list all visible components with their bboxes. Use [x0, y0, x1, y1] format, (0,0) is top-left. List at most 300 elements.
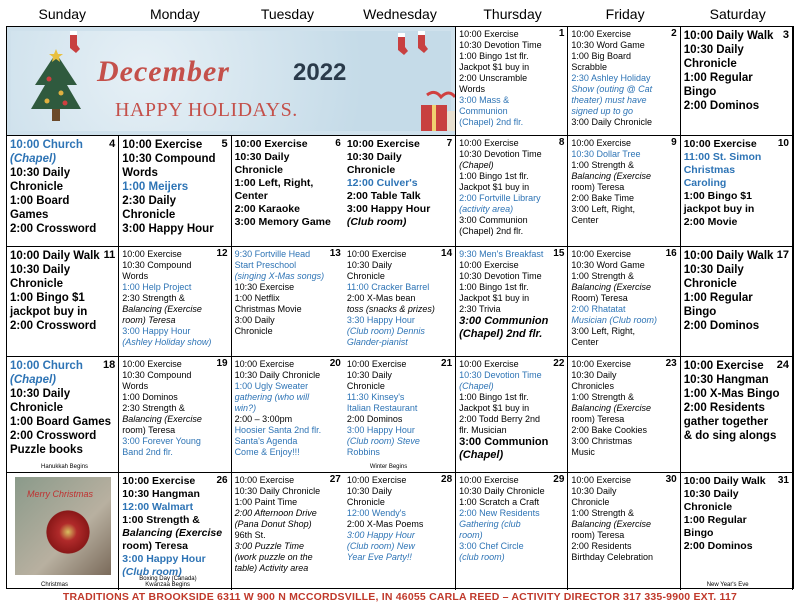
activity-line: 1:00 Bingo $1	[683, 190, 752, 202]
date-number: 9	[671, 137, 677, 148]
activity-line: gather together	[683, 416, 769, 428]
day-cell-9	[568, 136, 680, 247]
activity-line: 10:00 Exercise	[683, 138, 757, 150]
activity-line: Center	[571, 337, 599, 347]
activity-line: (Club room) New	[346, 541, 415, 551]
activity-line: Words	[459, 84, 485, 94]
activity-line: Chronicle	[346, 497, 385, 507]
date-number: 7	[446, 138, 453, 149]
activity-line: (Chapel) 2nd flr.	[459, 328, 543, 340]
activity-line: 1:00 X-Mas Bingo	[683, 388, 780, 400]
day-cell-27	[232, 473, 344, 590]
activity-line: 3:00 Happy Hour	[122, 223, 214, 235]
activity-line: Music	[571, 447, 595, 457]
activity-line: (Pana Donut Shop)	[234, 519, 312, 529]
activity-line: 1:00 Left, Right,	[234, 177, 314, 189]
activity-line: 2:00 Dominos	[683, 540, 753, 552]
activity-line: 11:00 Cracker Barrel	[346, 282, 430, 292]
day-name-monday: Monday	[149, 6, 200, 22]
activity-line: 9:30 Fortville Head	[234, 249, 311, 259]
activity-line: 2:00 Dominos	[683, 320, 760, 332]
activity-line: 2:00 Bake Cookies	[571, 425, 647, 435]
activity-line: 10:00 Daily Walk	[10, 250, 100, 262]
activity-line: 10:30 Devotion Time	[459, 40, 542, 50]
activity-line: (Chapel)	[10, 153, 56, 165]
activity-line: Chronicle	[234, 164, 283, 176]
activity-line: Christmas	[683, 164, 736, 176]
activity-line: 10:30 Daily	[683, 488, 739, 500]
activity-line: 10:30 Daily	[683, 44, 744, 56]
activity-line: 10:00 Exercise	[122, 359, 182, 369]
day-cell-29	[456, 473, 568, 590]
activity-line: Balancing (Exercise	[122, 414, 202, 424]
activity-line: table) Activity area	[234, 563, 309, 573]
activity-line: (club room)	[459, 552, 505, 562]
activity-line: Robbins	[346, 447, 380, 457]
activity-line: 1:00 Ugly Sweater	[234, 381, 309, 391]
activity-line: 2:00 Dominos	[346, 414, 403, 424]
activity-line: 3:00 Memory Game	[234, 216, 331, 228]
activity-line: 10:30 Daily	[346, 260, 392, 270]
activity-line: 2:00 Fortville Library	[459, 193, 541, 203]
activity-line: Chronicle	[346, 271, 385, 281]
activity-line: 10:30 Hangman	[122, 488, 200, 500]
day-cell-14	[344, 247, 456, 357]
activity-line: room) Teresa	[122, 540, 189, 552]
date-number: 28	[441, 474, 453, 485]
activity-line: 12:00 Walmart	[122, 501, 194, 513]
activity-line: Santa's Agenda	[234, 436, 298, 446]
banner-year: 2022	[293, 59, 347, 86]
holiday-note: New Year's Eve	[706, 582, 749, 588]
activity-line: 1:00 Bingo 1st flr.	[459, 392, 529, 402]
date-number: 30	[665, 474, 677, 485]
gift-mug-icon	[417, 85, 456, 135]
day-cell-5	[119, 136, 231, 247]
activity-line: theater) must have	[571, 95, 647, 105]
activity-line: Birthday Celebration	[571, 552, 653, 562]
date-number: 10	[777, 138, 789, 149]
activity-line: win?)	[234, 403, 257, 413]
activity-line: Words	[122, 167, 158, 179]
date-number: 12	[216, 248, 228, 259]
activity-line: 96th St.	[234, 530, 266, 540]
activity-line: (Chapel)	[10, 374, 56, 386]
activity-line: 10:30 Daily	[10, 388, 71, 400]
activity-line: 1:00 Scratch a Craft	[459, 497, 540, 507]
day-cell-7	[344, 136, 456, 247]
day-cell-28	[344, 473, 456, 590]
day-cell-1	[456, 27, 568, 136]
day-cell-19	[119, 357, 231, 473]
banner-month: December	[97, 55, 230, 88]
day-cell-15	[456, 247, 568, 357]
activity-line: 2:00 Karaoke	[234, 203, 300, 215]
activity-line: 3:00 Happy Hour	[122, 553, 206, 565]
date-number: 6	[335, 138, 341, 149]
date-number: 31	[777, 475, 789, 486]
activity-line: Bingo	[683, 527, 714, 539]
activity-line: 10:30 Daily	[10, 167, 71, 179]
activity-line: & do sing alongs	[683, 430, 777, 442]
activity-line: 1:00 Strength &	[571, 508, 634, 518]
activity-line: Scrabble	[571, 62, 607, 72]
activity-line: 1:00 Meijers	[122, 181, 189, 193]
activity-line: 10:30 Daily Chronicle	[234, 486, 321, 496]
day-cell-20	[232, 357, 344, 473]
day-cell-4	[7, 136, 119, 247]
holiday-note: Boxing Day (Canada)	[139, 576, 197, 582]
activity-line: 10:30 Devotion Time	[459, 271, 542, 281]
activity-line: 1:00 Paint Time	[234, 497, 298, 507]
activity-line: Musician (Club room)	[571, 315, 657, 325]
activity-line: Chronicle	[10, 402, 64, 414]
activity-line: 10:00 Exercise	[346, 249, 407, 259]
day-name-sunday: Sunday	[38, 6, 87, 22]
activity-line: 9:30 Men's Breakfast	[459, 249, 544, 259]
weekday-header	[6, 0, 794, 26]
activity-line: 10:30 Daily	[571, 486, 617, 496]
day-cell-23	[568, 357, 680, 473]
activity-line: Caroling	[683, 177, 727, 189]
activity-line: 3:00 Puzzle Time	[234, 541, 305, 551]
activity-line: signed up to go	[571, 106, 633, 116]
christmas-tree-icon	[29, 49, 83, 129]
activity-line: 10:00 Exercise	[459, 29, 519, 39]
activity-line: 2:30 Strength &	[122, 403, 185, 413]
activity-line: Balancing (Exercise	[122, 527, 223, 539]
activity-line: 3:00 Daily Chronicle	[571, 117, 652, 127]
date-number: 19	[216, 358, 228, 369]
activity-line: room) Teresa	[122, 425, 176, 435]
activity-line: Center	[571, 215, 599, 225]
activity-line: room) Teresa	[571, 182, 625, 192]
activity-line: 2:00 Crossword	[10, 320, 97, 332]
activity-line: (Club room)	[346, 216, 407, 228]
activity-line: (Ashley Holiday show)	[122, 337, 212, 347]
christmas-poinsettia-image	[15, 477, 111, 575]
activity-line: 1:00 Dominos	[122, 392, 178, 402]
day-name-tuesday: Tuesday	[260, 6, 315, 22]
activity-line: Puzzle books	[10, 444, 83, 456]
activity-line: Balancing (Exercise	[122, 304, 202, 314]
day-name-wednesday: Wednesday	[363, 6, 437, 22]
activity-line: 10:00 Daily Walk	[683, 30, 774, 42]
activity-line: Balancing (Exercise	[571, 403, 651, 413]
activity-line: 1:00 Regular	[683, 514, 747, 526]
activity-line: 11:30 Kinsey's	[346, 392, 405, 402]
activity-line: Bingo	[683, 86, 717, 98]
activity-line: 10:00 Daily Walk	[683, 475, 766, 487]
activity-line: 10:00 Exercise	[346, 138, 420, 150]
activity-line: 3:00 Mass &	[459, 95, 510, 105]
activity-line: 10:30 Daily Chronicle	[234, 370, 321, 380]
day-cell-6	[232, 136, 344, 247]
activity-line: 3:00 Happy Hour	[122, 326, 191, 336]
activity-line: 3:00 Happy Hour	[346, 203, 431, 215]
stocking-icon	[415, 31, 429, 53]
date-number: 26	[216, 475, 228, 486]
activity-line: 1:00 Bingo 1st flr.	[459, 282, 529, 292]
footer-contact: TRADITIONS AT BROOKSIDE 6311 W 900 N MCCORDSVILLE, IN 46055 CARLA REED – ACTIVITY DIRECTOR 317 335-9900 EXT. 117	[62, 591, 738, 603]
day-cell-8	[456, 136, 568, 247]
activity-line: 2:30 Daily	[122, 195, 176, 207]
activity-line: Center	[234, 190, 268, 202]
activity-line: toss (snacks & prizes)	[346, 304, 435, 314]
activity-line: 10:00 Exercise	[459, 138, 519, 148]
day-cell-16	[568, 247, 680, 357]
activity-line: (activity area)	[459, 204, 514, 214]
activity-line: (Chapel) 2nd flr.	[459, 117, 524, 127]
activity-line: 3:00 Left, Right,	[571, 326, 635, 336]
activity-line: 10:00 Exercise	[122, 249, 182, 259]
date-number: 29	[553, 474, 565, 485]
activity-line: 2:00 Todd Berry 2nd	[459, 414, 541, 424]
stocking-icon	[395, 33, 409, 55]
day-cell-2	[568, 27, 680, 136]
day-name-saturday: Saturday	[709, 6, 766, 22]
activity-line: 2:00 Table Talk	[346, 190, 421, 202]
activity-line: 10:30 Devotion Time	[459, 370, 542, 380]
activity-line: 2:30 Strength &	[122, 293, 185, 303]
activity-line: 10:30 Devotion Time	[459, 149, 542, 159]
activity-line: 10:00 Exercise	[122, 475, 196, 487]
activity-line: 2:00 Residents	[571, 541, 632, 551]
activity-line: 3:00 Left, Right,	[571, 204, 635, 214]
activity-line: Band 2nd flr.	[122, 447, 173, 457]
activity-line: 3:00 Chef Circle	[459, 541, 524, 551]
day-cell-11	[7, 247, 119, 357]
date-number: 2	[671, 28, 677, 39]
day-cell-10	[681, 136, 793, 247]
activity-line: Glander-pianist	[346, 337, 408, 347]
activity-line: 10:30 Compound	[122, 370, 192, 380]
activity-line: room)	[459, 530, 483, 540]
stocking-icon	[67, 31, 81, 53]
activity-line: 1:00 Board	[10, 195, 70, 207]
activity-line: 12:00 Culver's	[346, 177, 418, 189]
activity-line: 1:00 Bingo $1	[10, 292, 85, 304]
activity-line: Balancing (Exercise	[571, 519, 651, 529]
activity-line: room) Teresa	[122, 315, 176, 325]
activity-line: 10:00 Exercise	[459, 260, 519, 270]
activity-line: room) Teresa	[571, 530, 625, 540]
activity-line: Chronicle	[122, 209, 176, 221]
date-number: 23	[665, 358, 677, 369]
activity-line: 3:30 Happy Hour	[346, 315, 415, 325]
activity-line: 12:00 Wendy's	[346, 508, 406, 518]
activity-line: Christmas Movie	[234, 304, 302, 314]
activity-line: Chronicle	[10, 181, 64, 193]
day-cell-26	[119, 473, 231, 590]
activity-line: 10:30 Daily	[346, 486, 392, 496]
date-number: 14	[441, 248, 453, 259]
holiday-banner	[7, 27, 456, 136]
activity-line: 2:00 Movie	[683, 216, 738, 228]
activity-line: Balancing (Exercise	[571, 171, 651, 181]
activity-line: Chronicle	[683, 501, 733, 513]
activity-line: Hoosier Santa 2nd flr.	[234, 425, 322, 435]
activity-line: Words	[122, 271, 149, 281]
day-cell-31	[681, 473, 793, 590]
activity-line: 3:00 Christmas	[571, 436, 632, 446]
activity-line: 3:00 Communion	[459, 215, 528, 225]
activity-line: 10:30 Exercise	[234, 282, 295, 292]
activity-line: (Chapel) 2nd flr.	[459, 226, 524, 236]
banner-greeting: HAPPY HOLIDAYS.	[115, 99, 298, 121]
activity-line: jackpot buy in	[683, 203, 755, 215]
date-number: 3	[782, 29, 789, 41]
activity-line: 2:00 Afternoon Drive	[234, 508, 317, 518]
activity-line: Balancing (Exercise	[571, 282, 651, 292]
activity-line: (Chapel)	[459, 160, 494, 170]
activity-line: 10:00 Exercise	[234, 475, 295, 485]
activity-line: 1:00 Strength &	[571, 392, 634, 402]
activity-line: 10:30 Daily Chronicle	[459, 486, 545, 496]
activity-line: 2:30 Trivia	[459, 304, 501, 314]
activity-line: Chronicles	[571, 381, 614, 391]
date-number: 20	[329, 358, 341, 369]
activity-line: Gathering (club	[459, 519, 521, 529]
activity-line: 10:00 Daily Walk	[683, 250, 774, 262]
date-number: 21	[441, 358, 453, 369]
holiday-note: Hanukkah Begins	[41, 464, 89, 470]
activity-line: 10:00 Church	[10, 360, 83, 372]
activity-line: 1:00 Help Project	[122, 282, 192, 292]
activity-line: 10:30 Daily	[683, 264, 744, 276]
holiday-note: Winter Begins	[369, 464, 408, 470]
activity-line: 2:00 X-Mas bean	[346, 293, 416, 303]
activity-line: 1:00 Netflix	[234, 293, 280, 303]
activity-line: 10:00 Exercise	[346, 359, 407, 369]
activity-line: 10:30 Daily	[234, 151, 290, 163]
activity-line: 2:00 Crossword	[10, 223, 97, 235]
photo-caption: Merry Christmas	[27, 489, 94, 499]
date-number: 11	[103, 249, 116, 261]
activity-line: 10:30 Word Game	[571, 40, 645, 50]
activity-line: Chronicle	[10, 278, 64, 290]
date-number: 17	[776, 249, 789, 261]
activity-line: Show (outing @ Cat	[571, 84, 653, 94]
activity-line: 1:00 Big Board	[571, 51, 631, 61]
activity-line: (Chapel)	[459, 449, 504, 461]
activity-line: 2:30 Ashley Holiday	[571, 73, 651, 83]
day-name-thursday: Thursday	[483, 6, 542, 22]
activity-line: Words	[122, 381, 149, 391]
activity-line: (Club room) Dennis	[346, 326, 425, 336]
date-number: 13	[329, 248, 341, 259]
activity-line: 10:00 Exercise	[571, 359, 631, 369]
activity-line: flr. Musician	[459, 425, 507, 435]
activity-line: 10:30 Dollar Tree	[571, 149, 641, 159]
activity-line: (Club room) Steve	[346, 436, 420, 446]
activity-line: Jackpot $1 buy in	[459, 62, 530, 72]
activity-line: 10:00 Exercise	[571, 138, 631, 148]
activity-line: Communion	[459, 106, 508, 116]
day-cell-22	[456, 357, 568, 473]
activity-line: 10:30 Daily	[346, 370, 392, 380]
activity-line: Year Eve Party!!	[346, 552, 412, 562]
activity-line: 10:30 Word Game	[571, 260, 645, 270]
activity-line: 2:00 Unscramble	[459, 73, 528, 83]
day-cell-17	[681, 247, 793, 357]
activity-line: 10:30 Hangman	[683, 374, 769, 386]
activity-line: 1:00 Bingo 1st flr.	[459, 171, 529, 181]
date-number: 16	[665, 248, 677, 259]
activity-line: 10:00 Exercise	[234, 138, 308, 150]
activity-line: Jackpot $1 buy in	[459, 403, 530, 413]
date-number: 8	[558, 137, 565, 148]
activity-line: Jackpot $1 buy in	[459, 182, 530, 192]
activity-line: 10:00 Exercise	[571, 29, 631, 39]
date-number: 24	[776, 359, 789, 371]
date-number: 5	[221, 138, 228, 150]
date-number: 4	[109, 138, 116, 150]
activity-line: 2:00 Crossword	[10, 430, 97, 442]
activity-line: 3:00 Communion	[459, 436, 549, 448]
date-number: 18	[103, 359, 116, 371]
day-name-friday: Friday	[605, 6, 645, 22]
activity-line: Italian Restaurant	[346, 403, 418, 413]
activity-line: 3:00 Happy Hour	[346, 425, 415, 435]
activity-line: (Club room)	[122, 566, 182, 578]
activity-line: Chronicle	[346, 381, 385, 391]
date-number: 1	[558, 28, 565, 39]
activity-line: Chronicle	[683, 58, 737, 70]
activity-line: 3:00 Forever Young	[122, 436, 201, 446]
activity-line: 3:00 Daily	[234, 315, 275, 325]
activity-line: 10:00 Exercise	[683, 360, 764, 372]
calendar-grid	[6, 26, 794, 589]
activity-line: Room) Teresa	[571, 293, 628, 303]
activity-line: 10:00 Exercise	[459, 475, 519, 485]
activity-line: 1:00 Strength &	[571, 160, 634, 170]
day-cell-30	[568, 473, 680, 590]
day-cell-3	[681, 27, 793, 136]
day-cell-24	[681, 357, 793, 473]
activity-line: Chronicle	[683, 278, 737, 290]
activity-line: 10:30 Daily	[571, 370, 617, 380]
activity-line: 2:00 Residents	[683, 402, 765, 414]
date-number: 15	[553, 248, 565, 259]
holiday-note: Christmas	[41, 582, 69, 588]
activity-line: 2:00 – 3:00pm	[234, 414, 293, 424]
activity-line: 10:00 Exercise	[459, 359, 519, 369]
activity-line: Chronicle	[571, 497, 610, 507]
activity-line: Chronicle	[234, 326, 273, 336]
activity-line: jackpot buy in	[10, 306, 88, 318]
activity-line: 1:00 Regular	[683, 292, 753, 304]
activity-line: 2:00 Bake Time	[571, 193, 634, 203]
activity-line: 10:00 Church	[10, 139, 83, 151]
activity-line: 2:00 Rhatatat	[571, 304, 626, 314]
activity-line: (Chapel)	[459, 381, 494, 391]
day-cell-25	[7, 473, 119, 590]
activity-line: Chronicle	[346, 164, 396, 176]
activity-line: 10:00 Exercise	[346, 475, 407, 485]
activity-line: 10:00 Exercise	[234, 359, 295, 369]
activity-line: 10:30 Compound	[122, 153, 216, 165]
activity-line: gathering (who will	[234, 392, 310, 402]
activity-line: 10:30 Compound	[122, 260, 192, 270]
activity-line: 10:00 Exercise	[571, 249, 631, 259]
activity-line: Come & Enjoy!!!	[234, 447, 300, 457]
activity-line: (work puzzle on the	[234, 552, 313, 562]
activity-line: 2:00 New Residents	[459, 508, 540, 518]
activity-line: 1:00 Bingo 1st flr.	[459, 51, 529, 61]
activity-line: 2:00 X-Mas Poems	[346, 519, 424, 529]
activity-line: room) Teresa	[571, 414, 625, 424]
